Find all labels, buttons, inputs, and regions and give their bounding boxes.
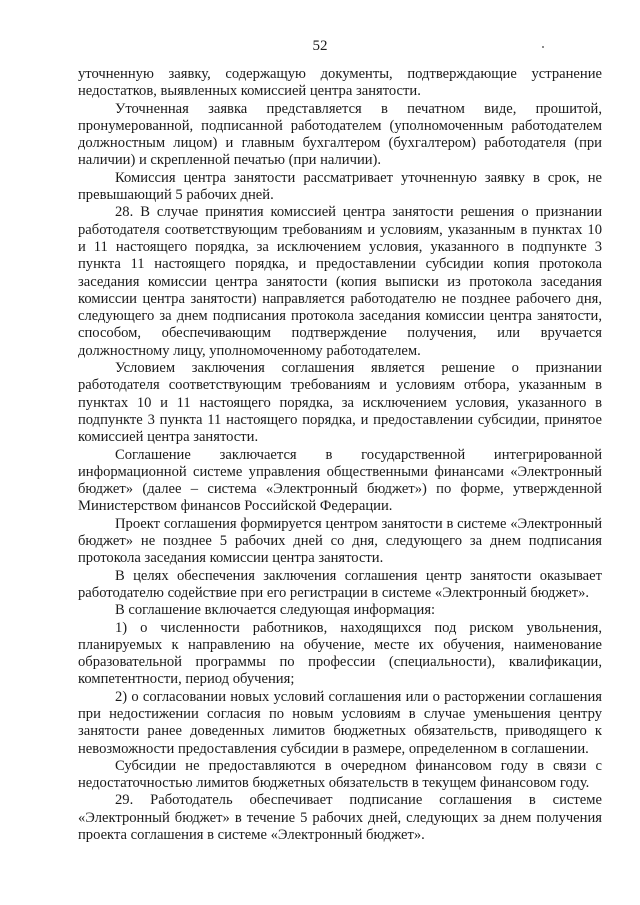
document-body: [78, 66, 602, 844]
paragraph: Комиссия центра занятости рассматривает уточненную заявку в срок, не превышающий 5 рабочих дней.: [78, 169, 602, 204]
paragraph: Уточненная заявка представляется в печатном виде, прошитой, пронумерованной, подписанной работодателем (уполномоченным работодателем должностным лицом) и главным бухгалтером (бухгалтером) работодателя (при наличии) и скрепленной печатью (при наличии).: [78, 100, 602, 169]
paragraph: 28. В случае принятия комиссией центра занятости решения о признании работодателя соответствующим требованиям и условиям, указанным в пунктах 10 и 11 настоящего порядка, за исключением условия, указанного в подпункте 3 пункта 11 настоящего порядка, и предоставлении субсидии копия протокола заседания комиссии центра занятости (копия выписки из протокола заседания комиссии центра занятости) направляется работодателю не позднее рабочего дня, следующего за днем подписания протокола заседания комиссии центра занятости, способом, обеспечивающим подтверждение получения, или вручается должностному лицу, уполномоченному работодателем.: [78, 204, 602, 359]
list-item: 1) о численности работников, находящихся под риском увольнения, планируемых к направлению на обучение, месте их обучения, наименование образовательной программы по профессии (специальности), квалификации, компетентности, период обучения;: [78, 619, 602, 688]
scan-dot: [542, 46, 544, 48]
page-number: 52: [312, 38, 328, 54]
paragraph: уточненную заявку, содержащую документы, подтверждающие устранение недостатков, выявленных комиссией центра занятости.: [78, 66, 602, 100]
paragraph: В соглашение включается следующая информация:: [115, 602, 436, 619]
list-item: 2) о согласовании новых условий соглашения или о расторжении соглашения при недостижении согласия по новым условиям в случае уменьшения центру занятости ранее доведенных лимитов бюджетных обязательств, приводящего к невозможности предоставления субсидии в размере, определенном в соглашении.: [78, 688, 602, 757]
paragraph: 29. Работодатель обеспечивает подписание соглашения в системе «Электронный бюджет» в течение 5 рабочих дней, следующих за днем получения проекта соглашения в системе «Электронный бюджет».: [78, 792, 602, 844]
paragraph: Условием заключения соглашения является решение о признании работодателя соответствующим требованиям и условиям отбора, указанным в пунктах 10 и 11 настоящего порядка, за исключением условия, указанного в подпункте 3 пункта 11 настоящего порядка, и предоставлении субсидии, принятое комиссией центра занятости.: [78, 360, 602, 446]
paragraph: Субсидии не предоставляются в очередном финансовом году в связи с недостаточностью лимитов бюджетных обязательств в текущем финансовом году.: [78, 757, 602, 792]
paragraph: Проект соглашения формируется центром занятости в системе «Электронный бюджет» не позднее 5 рабочих дней со дня, следующего за днем подписания протокола заседания комиссии центра занятости.: [78, 515, 602, 567]
paragraph: В целях обеспечения заключения соглашения центр занятости оказывает работодателю содействие при его регистрации в системе «Электронный бюджет».: [78, 567, 602, 601]
paragraph: Соглашение заключается в государственной интегрированной информационной системе управления общественными финансами «Электронный бюджет» (далее – система «Электронный бюджет») по форме, утвержденной Министерством финансов Российской Федерации.: [78, 446, 602, 515]
